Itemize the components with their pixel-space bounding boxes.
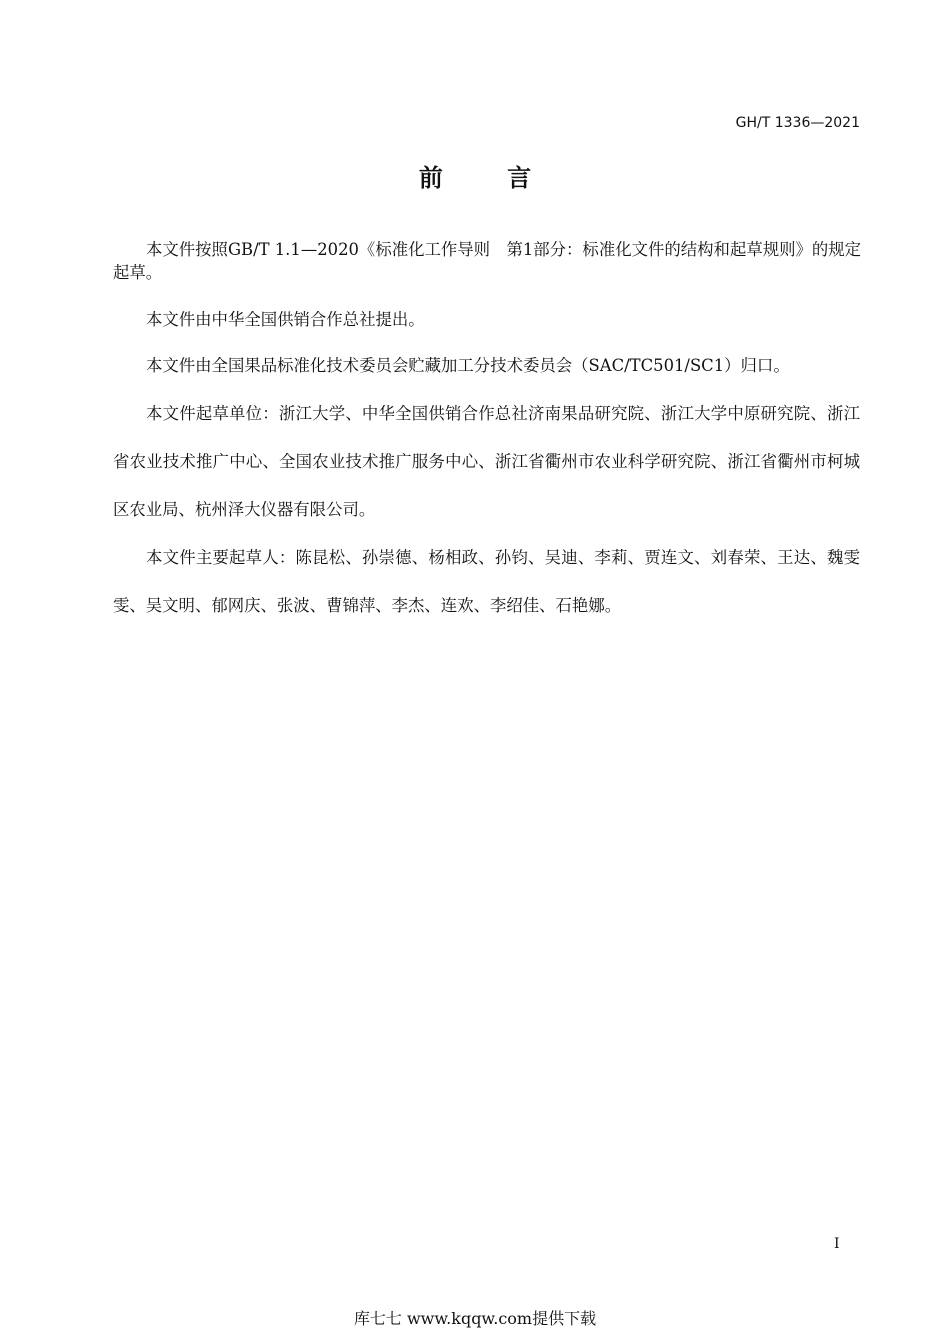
paragraph-line: 区农业局、杭州泽大仪器有限公司。 (113, 500, 376, 519)
paragraph-line: 本文件由全国果品标准化技术委员会贮藏加工分技术委员会（SAC/TC501/SC1）归口。 (146, 356, 790, 375)
paragraph-line: 本文件起草单位：浙江大学、中华全国供销合作总社济南果品研究院、浙江大学中原研究院、浙江 (146, 404, 860, 423)
paragraph-line: 本文件按照GB/T 1.1—2020《标准化工作导则 第1部分：标准化文件的结构和起草规则》的规定 (146, 240, 862, 259)
paragraph-line: 雯、吴文明、郁网庆、张波、曹锦萍、李杰、连欢、李绍佳、石艳娜。 (113, 596, 622, 615)
page-number: I (834, 1236, 840, 1252)
paragraph-line: 省农业技术推广中心、全国农业技术推广服务中心、浙江省衢州市农业科学研究院、浙江省衢州市柯城 (113, 452, 860, 471)
paragraph-line: 起草。 (113, 263, 163, 282)
page-title: 前 言 (418, 163, 560, 192)
footer-watermark: 库七七 www.kqqw.com提供下载 (353, 1309, 597, 1328)
standard-code: GH/T 1336—2021 (735, 115, 860, 131)
paragraph-line: 本文件由中华全国供销合作总社提出。 (146, 310, 425, 329)
paragraph-line: 本文件主要起草人：陈昆松、孙崇德、杨相政、孙钧、吴迪、李莉、贾连文、刘春荣、王达、魏雯 (146, 548, 860, 567)
